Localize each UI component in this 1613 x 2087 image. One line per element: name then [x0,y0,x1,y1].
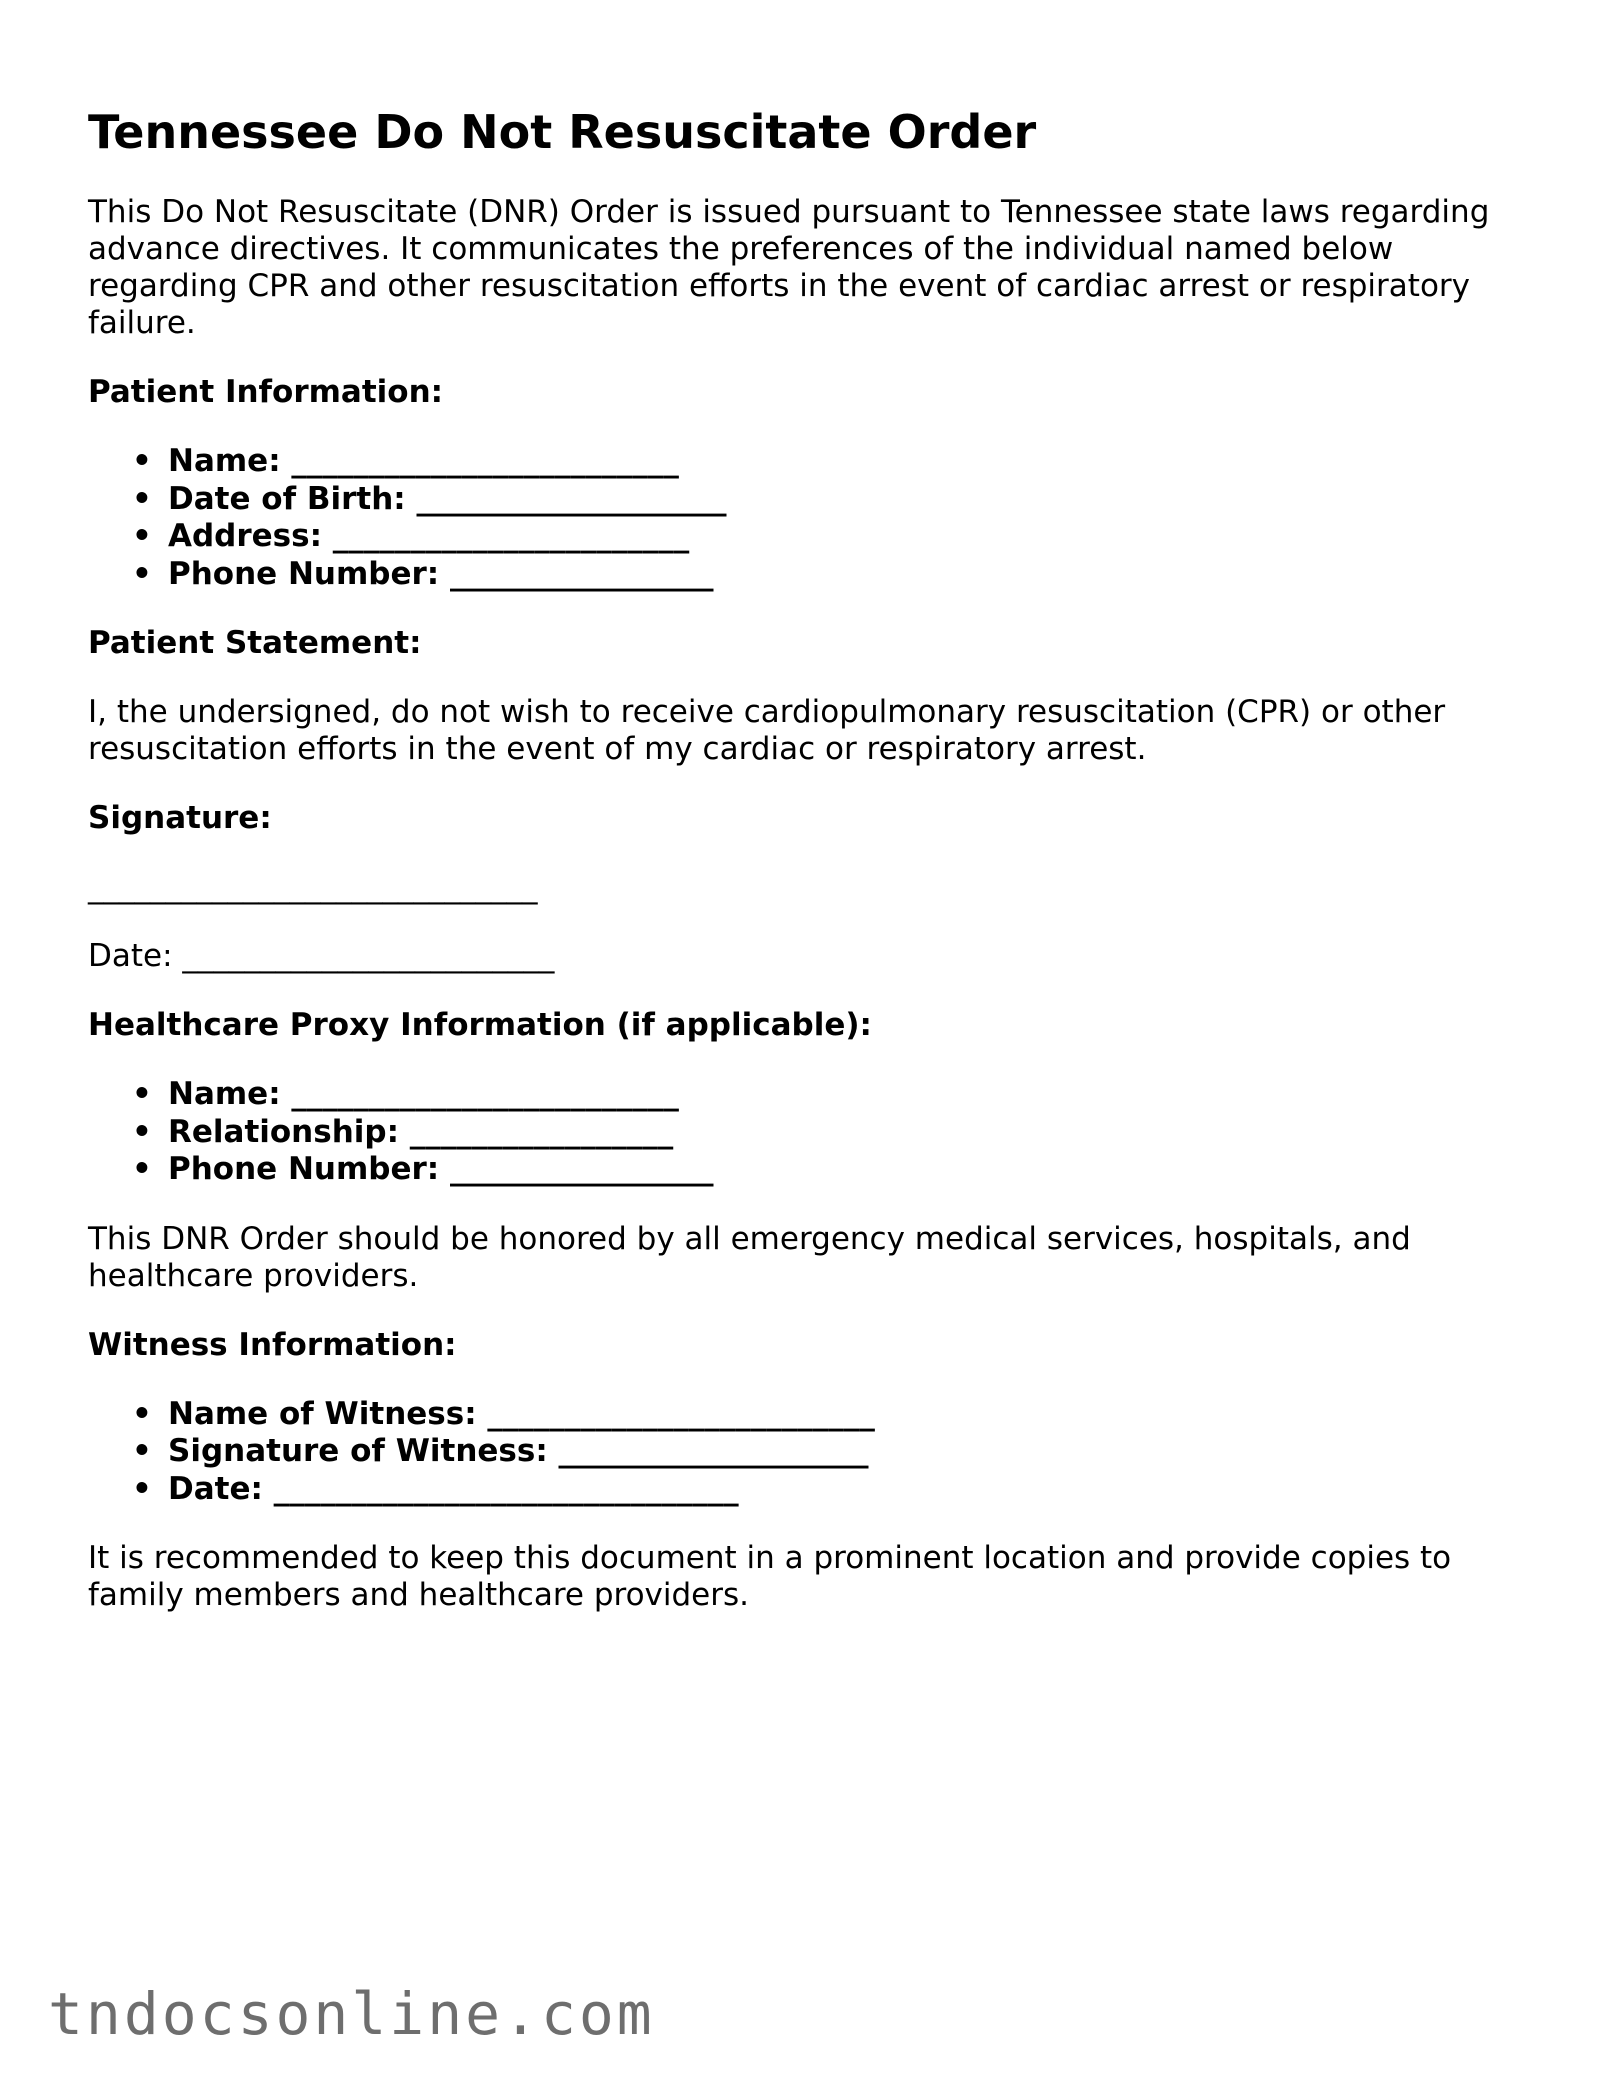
signature-heading: Signature: [88,800,272,837]
witness-name-field: Name of Witness: _________________________ [168,1395,875,1432]
patient-statement-heading: Patient Statement: [88,625,422,662]
witness-date-field: Date: ______________________________ [168,1470,739,1507]
bullet-icon: • [132,1151,152,1188]
intro-paragraph: This Do Not Resuscitate (DNR) Order is issued pursuant to Tennessee state laws regarding advance directives. It communicates the preferences of the individual named below regarding CPR and other resuscitation efforts in the event of cardiac arrest or respiratory failure. [88,194,1490,342]
bullet-icon: • [132,1470,152,1507]
list-item [132,480,1528,519]
patient-phone-field: Phone Number: _________________ [168,555,714,592]
list-item [132,1076,1528,1114]
bullet-icon: • [132,1076,152,1113]
document-title: Tennessee Do Not Resuscitate Order [88,105,1037,159]
proxy-info-heading: Healthcare Proxy Information (if applicable): [88,1007,872,1044]
proxy-phone-field: Phone Number: _________________ [168,1151,714,1188]
patient-info-list [88,443,1528,593]
list-item [132,555,1528,594]
honor-statement: This DNR Order should be honored by all emergency medical services, hospitals, and healthcare providers. [88,1220,1411,1294]
bullet-icon: • [132,518,152,555]
witness-signature-field: Signature of Witness: ____________________ [168,1433,869,1470]
proxy-info-list [88,1076,1528,1189]
list-item [132,1470,1528,1509]
bullet-icon: • [132,1395,152,1432]
patient-name-field: Name: _________________________ [168,443,679,480]
list-item [132,1151,1528,1189]
witness-info-heading: Witness Information: [88,1326,457,1363]
bullet-icon: • [132,480,152,517]
closing-paragraph: It is recommended to keep this document in a prominent location and provide copies to family members and healthcare providers. [88,1540,1452,1614]
bullet-icon: • [132,1113,152,1150]
proxy-name-field: Name: _________________________ [168,1076,679,1113]
document-page [88,105,1528,1614]
patient-address-field: Address: _______________________ [168,518,690,555]
list-item [132,443,1528,481]
bullet-icon: • [132,555,152,592]
bullet-icon: • [132,1433,152,1470]
list-item [132,1113,1528,1152]
list-item [132,1433,1528,1471]
bullet-icon: • [132,443,152,480]
signature-date-line: Date: ________________________ [88,938,555,975]
witness-info-list [88,1396,1528,1509]
patient-info-heading: Patient Information: [88,374,444,411]
proxy-relationship-field: Relationship: _________________ [168,1113,674,1150]
patient-dob-field: Date of Birth: ____________________ [168,480,727,517]
patient-statement-text: I, the undersigned, do not wish to receive cardiopulmonary resuscitation (CPR) or other resuscitation efforts in the event of my cardiac or respiratory arrest. [88,694,1446,768]
watermark: tndocsonline.com [48,1980,655,2048]
list-item [132,1395,1528,1434]
signature-line: _____________________________ [88,869,538,906]
list-item [132,518,1528,556]
